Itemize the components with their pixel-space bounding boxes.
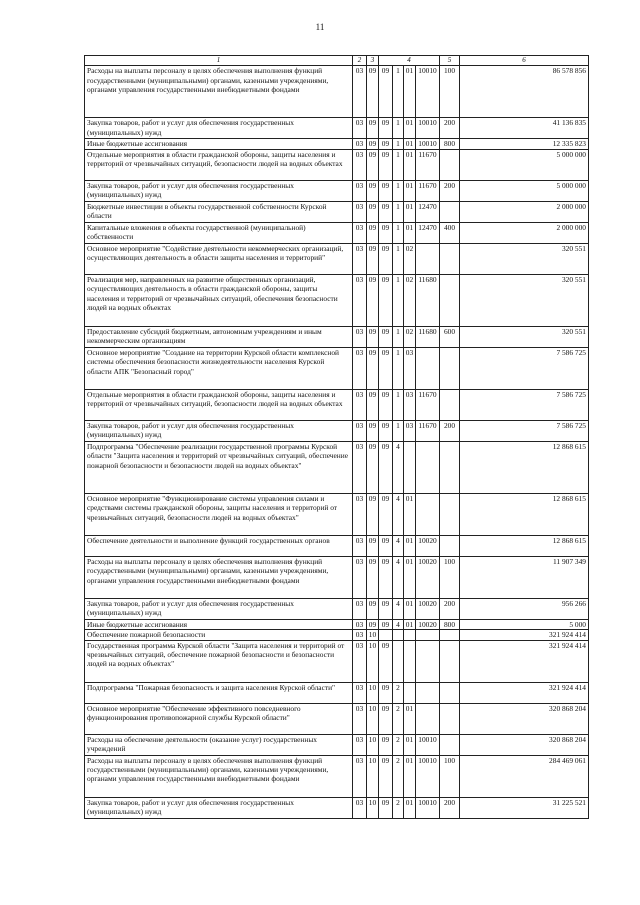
code-cell: 01 [404,598,416,619]
code-cell: 10 [367,682,379,703]
table-row [85,441,589,493]
code-cell: 01 [404,180,416,201]
code-cell: 11670 [416,420,440,441]
amount-cell: 12 335 823 [460,139,589,149]
code-cell [440,535,460,556]
code-cell: 09 [367,139,379,149]
row-name-cell: Расходы на выплаты персоналу в целях обеспечения выполнения функций государственными (муниципальными) органами, казенными учреждениями, органами управления государственными внебюджетными фондами [85,755,353,797]
code-cell: 09 [379,274,393,326]
code-cell: 200 [440,180,460,201]
code-cell: 2 [393,734,404,755]
row-name-cell: Основное мероприятие "Функционирование системы управления силами и средствами системы гражданской обороны, защиты населения и территорий от чрезвычайных ситуаций, безопасности людей на водных объектах" [85,493,353,535]
code-cell [404,630,416,640]
code-cell: 03 [353,535,367,556]
code-cell: 09 [379,180,393,201]
code-cell: 03 [353,66,367,118]
amount-cell: 5 000 000 [460,149,589,180]
row-name-cell: Закупка товаров, работ и услуг для обеспечения государственных (муниципальных) нужд [85,118,353,139]
code-cell [416,347,440,389]
amount-cell: 5 000 000 [460,180,589,201]
code-cell: 09 [379,755,393,797]
row-name-cell: Основное мероприятие "Создание на территории Курской области комплексной системы обеспечения безопасности жизнедеятельности населения Курской области АПК "Безопасный город" [85,347,353,389]
code-cell: 09 [379,66,393,118]
row-name-cell: Расходы на обеспечение деятельности (оказание услуг) государственных учреждений [85,734,353,755]
table-row [85,201,589,222]
row-name-cell: Обеспечение деятельности и выполнение функций государственных органов [85,535,353,556]
code-cell: 100 [440,66,460,118]
code-cell: 03 [353,274,367,326]
code-cell: 10010 [416,734,440,755]
amount-cell: 12 868 615 [460,493,589,535]
code-cell: 200 [440,420,460,441]
code-cell: 01 [404,797,416,818]
code-cell: 800 [440,139,460,149]
code-cell: 03 [353,598,367,619]
amount-cell: 320 551 [460,274,589,326]
code-cell: 03 [353,389,367,420]
code-cell: 1 [393,201,404,222]
amount-cell: 86 578 856 [460,66,589,118]
code-cell: 1 [393,347,404,389]
code-cell [440,389,460,420]
amount-cell: 321 924 414 [460,682,589,703]
amount-cell: 5 000 [460,619,589,629]
code-cell: 03 [353,755,367,797]
table-row [85,682,589,703]
code-cell: 03 [353,118,367,139]
code-cell: 03 [353,139,367,149]
amount-cell: 41 136 835 [460,118,589,139]
code-cell: 11670 [416,389,440,420]
code-cell: 09 [379,797,393,818]
amount-cell: 321 924 414 [460,630,589,640]
row-name-cell: Отдельные мероприятия в области гражданской обороны, защиты населения и территорий от чрезвычайных ситуаций, безопасности людей на водных объектах [85,389,353,420]
amount-cell: 7 586 725 [460,420,589,441]
row-name-cell: Подпрограмма "Обеспечение реализации государственной программы Курской области "Защита населения и территорий от чрезвычайных ситуаций, обеспечение пожарной безопасности и безопасности людей на водных объектах" [85,441,353,493]
code-cell: 1 [393,326,404,347]
table-row [85,222,589,243]
code-cell: 800 [440,619,460,629]
code-cell: 09 [379,619,393,629]
code-cell [416,703,440,734]
code-cell: 10020 [416,556,440,598]
table-row [85,180,589,201]
code-cell: 03 [353,734,367,755]
table-row [85,703,589,734]
code-cell [393,630,404,640]
row-name-cell: Закупка товаров, работ и услуг для обеспечения государственных (муниципальных) нужд [85,180,353,201]
row-name-cell: Бюджетные инвестиции в объекты государственной собственности Курской области [85,201,353,222]
code-cell: 4 [393,619,404,629]
code-cell: 1 [393,420,404,441]
code-cell: 01 [404,222,416,243]
code-cell: 03 [353,149,367,180]
code-cell: 03 [353,630,367,640]
row-name-cell: Закупка товаров, работ и услуг для обеспечения государственных (муниципальных) нужд [85,797,353,818]
row-name-cell: Основное мероприятие "Содействие деятельности некоммерческих организаций, осуществляющих деятельность в области защиты населения и территорий" [85,243,353,274]
code-cell: 09 [367,347,379,389]
code-cell: 01 [404,139,416,149]
code-cell: 4 [393,535,404,556]
code-cell: 09 [379,243,393,274]
code-cell: 10010 [416,755,440,797]
code-cell: 09 [367,274,379,326]
code-cell: 09 [379,441,393,493]
code-cell [440,243,460,274]
row-name-cell: Расходы на выплаты персоналу в целях обеспечения выполнения функций государственными (муниципальными) органами, казенными учреждениями, органами управления государственными внебюджетными фондами [85,66,353,118]
code-cell: 01 [404,493,416,535]
table-row [85,734,589,755]
code-cell: 11670 [416,149,440,180]
amount-cell: 321 924 414 [460,640,589,682]
table-row [85,347,589,389]
row-name-cell: Закупка товаров, работ и услуг для обеспечения государственных (муниципальных) нужд [85,598,353,619]
code-cell [393,640,404,682]
row-name-cell: Предоставление субсидий бюджетным, автономным учреждениям и иным некоммерческим организациям [85,326,353,347]
code-cell: 01 [404,755,416,797]
code-cell: 02 [404,326,416,347]
code-cell: 03 [353,703,367,734]
code-cell: 02 [404,274,416,326]
code-cell: 01 [404,66,416,118]
table-row [85,556,589,598]
code-cell [440,441,460,493]
code-cell: 09 [379,703,393,734]
code-cell: 09 [367,493,379,535]
table-row [85,630,589,640]
row-name-cell: Расходы на выплаты персоналу в целях обеспечения выполнения функций государственными (муниципальными) органами, казенными учреждениями, органами управления государственными внебюджетными фондами [85,556,353,598]
code-cell: 01 [404,619,416,629]
code-cell: 09 [367,326,379,347]
code-cell: 10 [367,630,379,640]
code-cell: 200 [440,118,460,139]
code-cell: 01 [404,201,416,222]
code-cell [440,493,460,535]
code-cell: 09 [379,389,393,420]
code-cell: 10020 [416,535,440,556]
code-cell [440,201,460,222]
row-name-cell: Иные бюджетные ассигнования [85,619,353,629]
code-cell: 03 [353,556,367,598]
table-row [85,243,589,274]
code-cell: 4 [393,556,404,598]
amount-cell: 284 469 061 [460,755,589,797]
code-cell: 2 [393,703,404,734]
code-cell: 10010 [416,797,440,818]
code-cell: 12470 [416,222,440,243]
code-cell [404,682,416,703]
code-cell [404,640,416,682]
code-cell: 1 [393,389,404,420]
code-cell: 03 [353,420,367,441]
code-cell: 01 [404,734,416,755]
code-cell: 10 [367,797,379,818]
amount-cell: 320 868 204 [460,734,589,755]
code-cell: 09 [379,535,393,556]
code-cell: 09 [367,222,379,243]
code-cell: 01 [404,149,416,180]
code-cell [440,630,460,640]
code-cell: 09 [379,734,393,755]
code-cell: 09 [367,420,379,441]
code-cell: 10 [367,755,379,797]
code-cell: 09 [379,139,393,149]
code-cell: 600 [440,326,460,347]
code-cell: 12470 [416,201,440,222]
code-cell: 10020 [416,598,440,619]
code-cell: 2 [393,682,404,703]
header-cell: 6 [460,56,589,66]
amount-cell: 31 225 521 [460,797,589,818]
code-cell: 03 [353,493,367,535]
code-cell [440,703,460,734]
code-cell: 09 [367,441,379,493]
table-row [85,598,589,619]
code-cell: 09 [367,180,379,201]
code-cell: 1 [393,149,404,180]
code-cell: 1 [393,180,404,201]
code-cell: 03 [404,420,416,441]
code-cell [440,682,460,703]
table-row [85,389,589,420]
code-cell [440,274,460,326]
code-cell: 09 [367,389,379,420]
amount-cell: 956 266 [460,598,589,619]
code-cell: 09 [379,556,393,598]
code-cell: 2 [393,755,404,797]
code-cell: 09 [379,598,393,619]
row-name-cell: Обеспечение пожарной безопасности [85,630,353,640]
table-row [85,640,589,682]
header-cell: 2 [353,56,367,66]
amount-cell: 320 868 204 [460,703,589,734]
code-cell: 01 [404,556,416,598]
code-cell [440,640,460,682]
code-cell: 03 [353,180,367,201]
code-cell: 11680 [416,326,440,347]
code-cell: 10 [367,734,379,755]
code-cell [416,682,440,703]
code-cell [416,441,440,493]
code-cell: 09 [367,556,379,598]
table-row [85,535,589,556]
code-cell: 03 [353,243,367,274]
table-row [85,118,589,139]
code-cell: 09 [367,149,379,180]
table-row [85,619,589,629]
code-cell: 03 [353,797,367,818]
code-cell: 01 [404,535,416,556]
code-cell: 03 [353,619,367,629]
code-cell: 1 [393,66,404,118]
code-cell: 200 [440,797,460,818]
code-cell [440,149,460,180]
table-row [85,420,589,441]
code-cell [404,441,416,493]
code-cell: 09 [379,118,393,139]
row-name-cell: Основное мероприятие "Обеспечение эффективного повседневного функционирования противопожарной службы Курской области" [85,703,353,734]
code-cell: 09 [379,493,393,535]
amount-cell: 320 551 [460,326,589,347]
code-cell: 2 [393,797,404,818]
code-cell: 03 [353,441,367,493]
table-row [85,755,589,797]
row-name-cell: Государственная программа Курской области "Защита населения и территорий от чрезвычайных ситуаций, обеспечение пожарной безопасности и безопасности людей на водных объектах" [85,640,353,682]
code-cell [416,640,440,682]
code-cell: 09 [379,640,393,682]
amount-cell: 7 586 725 [460,347,589,389]
code-cell: 10 [367,640,379,682]
code-cell: 1 [393,118,404,139]
code-cell: 10 [367,703,379,734]
code-cell: 09 [379,326,393,347]
code-cell: 03 [353,201,367,222]
table-header-row [85,56,589,66]
code-cell: 03 [353,640,367,682]
row-name-cell: Иные бюджетные ассигнования [85,139,353,149]
code-cell: 09 [367,243,379,274]
amount-cell: 12 868 615 [460,441,589,493]
code-cell: 09 [367,66,379,118]
code-cell: 10010 [416,66,440,118]
code-cell: 09 [367,118,379,139]
code-cell [440,347,460,389]
code-cell: 10010 [416,118,440,139]
code-cell: 03 [404,347,416,389]
table-row [85,274,589,326]
table-row [85,149,589,180]
table-row [85,797,589,818]
amount-cell: 12 868 615 [460,535,589,556]
table-row [85,66,589,118]
amount-cell: 11 907 349 [460,556,589,598]
code-cell: 09 [379,201,393,222]
code-cell: 03 [353,682,367,703]
table-row [85,326,589,347]
code-cell: 4 [393,493,404,535]
code-cell: 200 [440,598,460,619]
code-cell: 09 [379,347,393,389]
code-cell: 01 [404,118,416,139]
code-cell: 10010 [416,139,440,149]
row-name-cell: Отдельные мероприятия в области гражданской обороны, защиты населения и территорий от чрезвычайных ситуаций, безопасности людей на водных объектах [85,149,353,180]
code-cell [416,630,440,640]
amount-cell: 320 551 [460,243,589,274]
code-cell [379,630,393,640]
row-name-cell: Закупка товаров, работ и услуг для обеспечения государственных (муниципальных) нужд [85,420,353,441]
code-cell [440,734,460,755]
code-cell: 09 [367,201,379,222]
code-cell [416,243,440,274]
code-cell: 03 [353,347,367,389]
amount-cell: 2 000 000 [460,201,589,222]
budget-table [84,55,589,819]
header-cell: 3 [367,56,379,66]
code-cell [416,493,440,535]
code-cell: 1 [393,222,404,243]
row-name-cell: Подпрограмма "Пожарная безопасность и защита населения Курской области" [85,682,353,703]
code-cell: 09 [379,222,393,243]
code-cell: 4 [393,441,404,493]
code-cell: 100 [440,556,460,598]
code-cell: 10020 [416,619,440,629]
code-cell: 4 [393,598,404,619]
table-row [85,493,589,535]
code-cell: 09 [367,535,379,556]
code-cell: 03 [353,222,367,243]
code-cell: 09 [379,420,393,441]
header-cell: 1 [85,56,353,66]
amount-cell: 2 000 000 [460,222,589,243]
code-cell: 09 [379,682,393,703]
code-cell: 09 [367,619,379,629]
row-name-cell: Капитальные вложения в объекты государственной (муниципальной) собственности [85,222,353,243]
code-cell: 100 [440,755,460,797]
code-cell: 03 [353,326,367,347]
code-cell: 1 [393,274,404,326]
header-cell: 4 [379,56,440,66]
code-cell: 1 [393,243,404,274]
code-cell: 11670 [416,180,440,201]
code-cell: 400 [440,222,460,243]
code-cell: 02 [404,243,416,274]
code-cell: 09 [379,149,393,180]
code-cell: 11680 [416,274,440,326]
row-name-cell: Реализация мер, направленных на развитие общественных организаций, осуществляющих деятельность в области гражданской обороны, защиты населения и территорий от чрезвычайных ситуаций, обеспечения безопасности людей на водных объектах [85,274,353,326]
amount-cell: 7 586 725 [460,389,589,420]
header-cell: 5 [440,56,460,66]
table-row [85,139,589,149]
code-cell: 01 [404,703,416,734]
code-cell: 03 [404,389,416,420]
code-cell: 09 [367,598,379,619]
code-cell: 1 [393,139,404,149]
page-number: 11 [315,22,325,32]
